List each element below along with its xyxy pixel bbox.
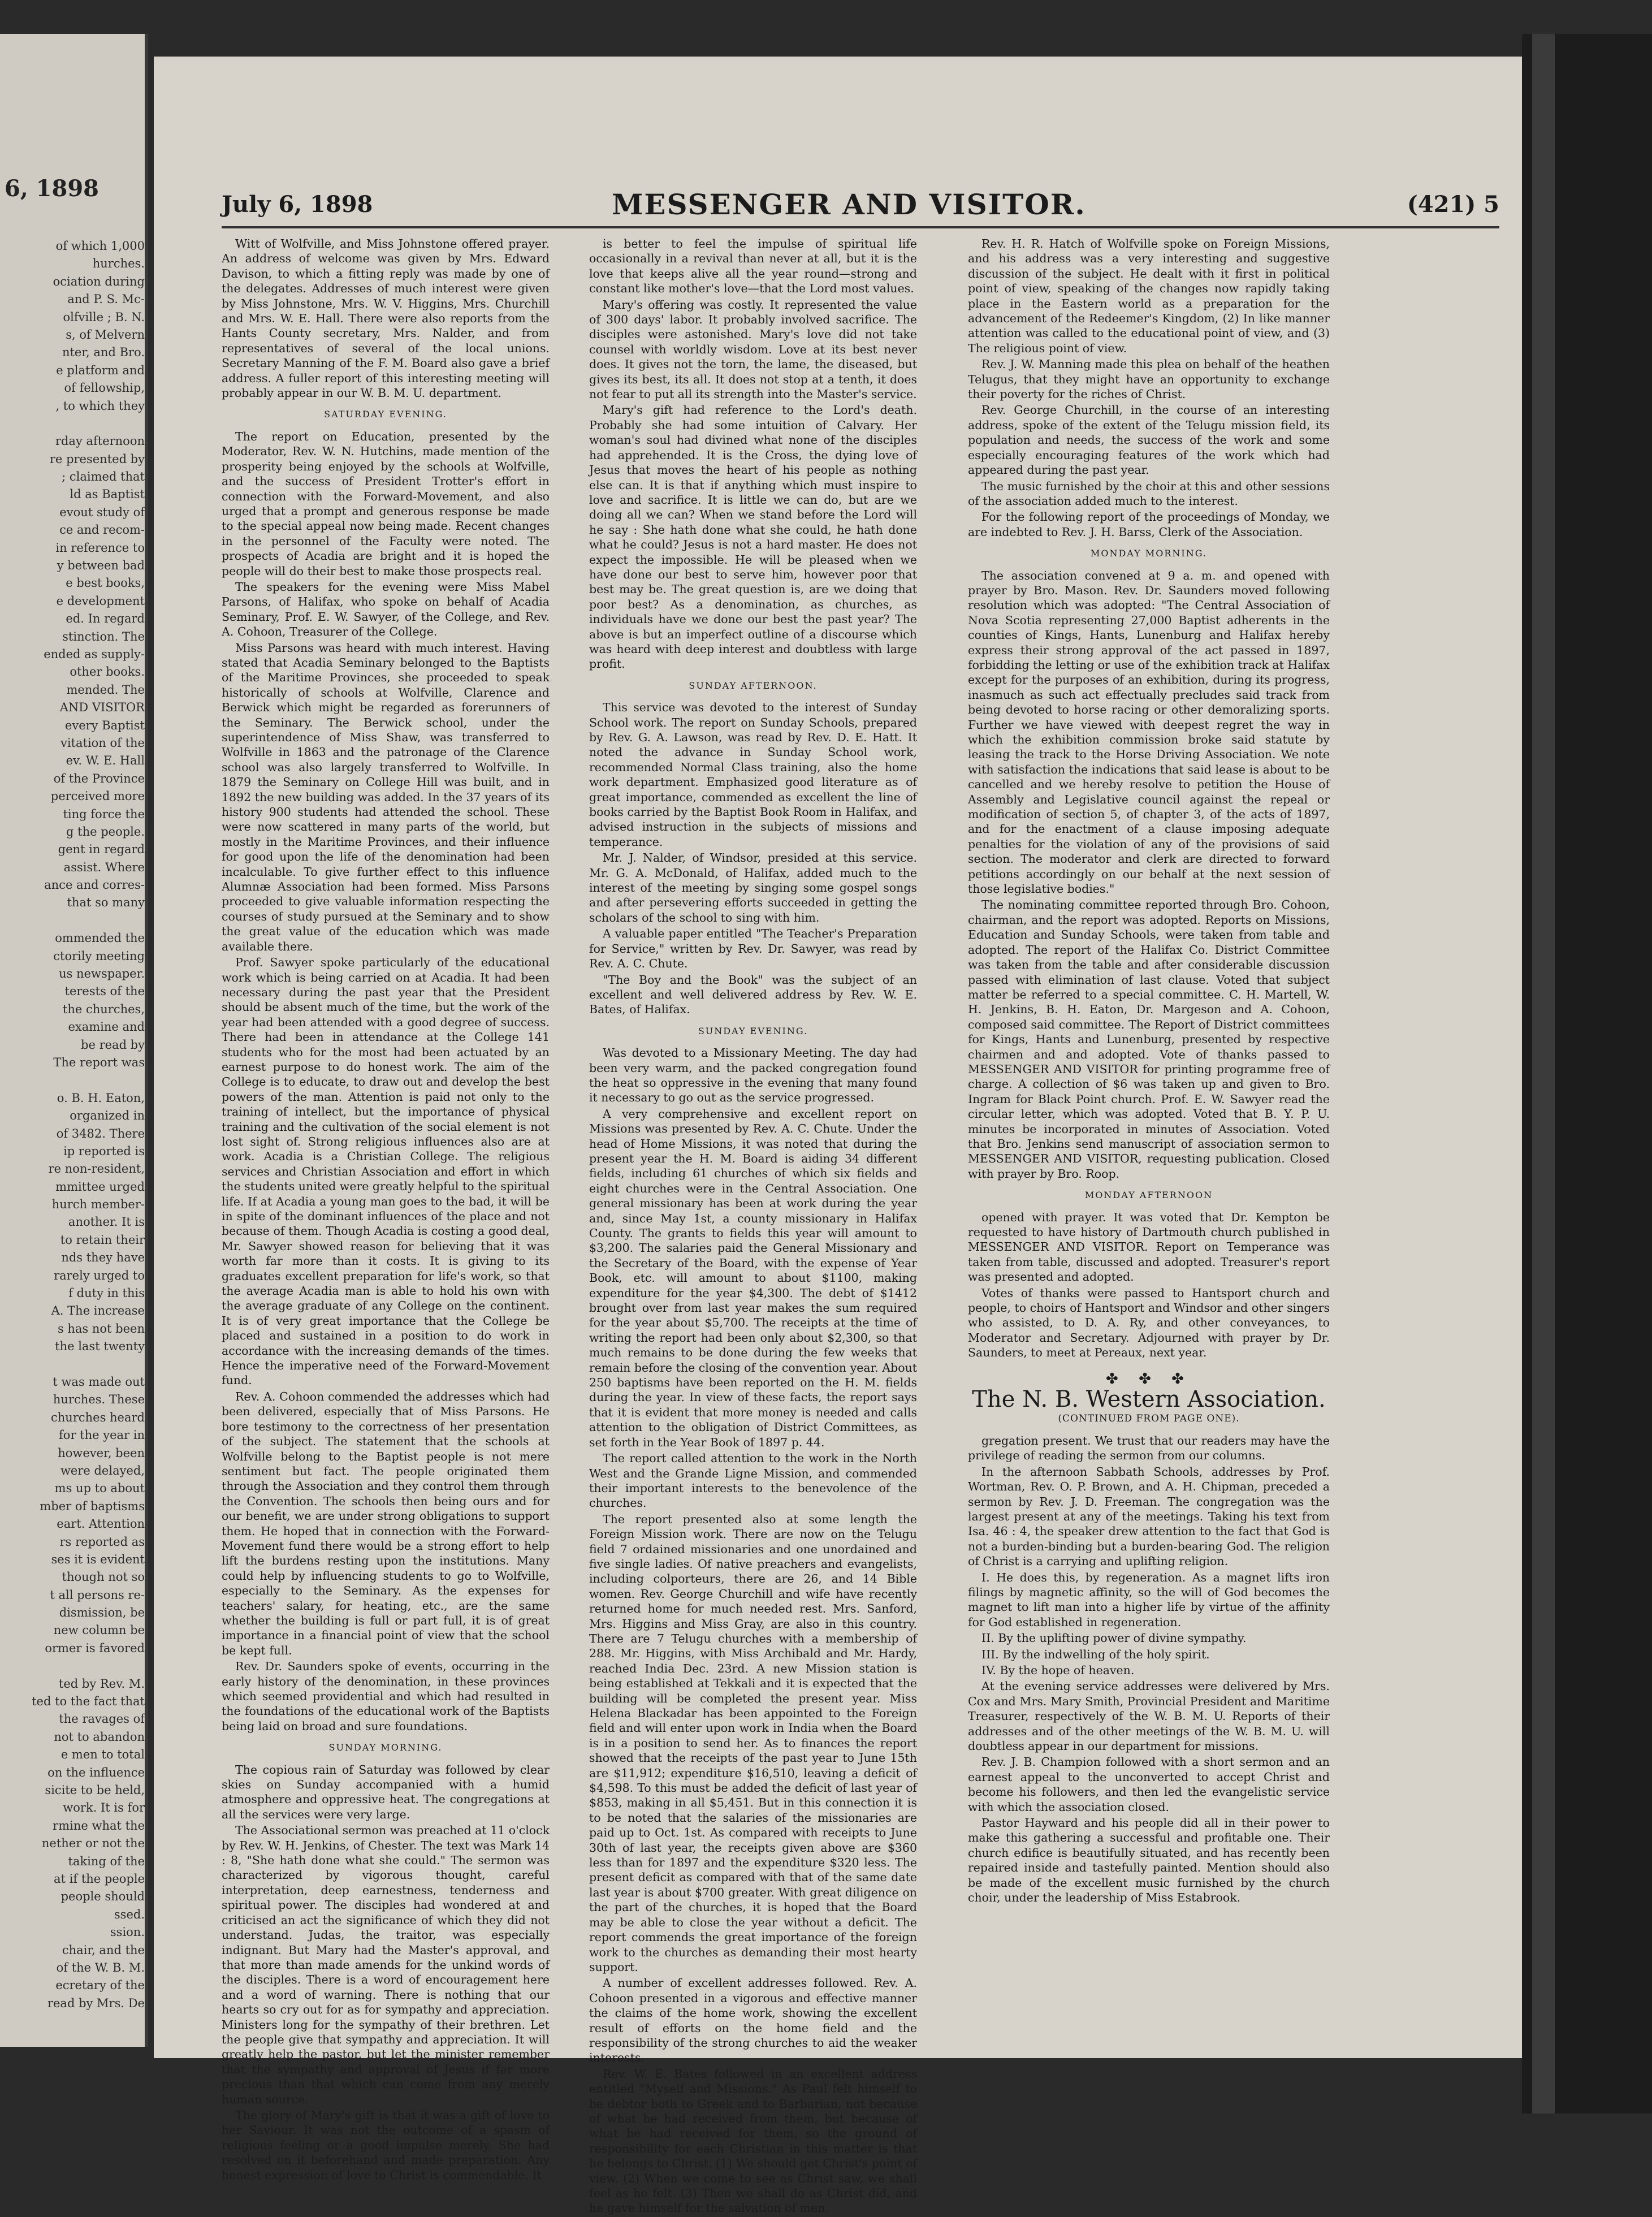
paragraph: Rev. W. E. Bates followed in an excellent address entitled "Myself and Missions." As Paul felt himself to be debtor both to Greek and to Barbarian, not because of what he had received from them, but because of what he had received for them, so the ground of responsibility for each Christian in this matter is that he belongs to Christ. (1) We should get Christ's point of view. (2) When we come to see as Christ saw, we shall feel as he felt. (3) Then we shall do as Christ did, and he gave himself for the salvation of men. <box>589 2067 917 2215</box>
adjacent-page-line: of which 1,000 <box>55 239 145 253</box>
adjacent-page-line: ms up to about <box>54 1481 145 1496</box>
ornament-divider: ✤ ✤ ✤ <box>1106 1370 1192 1388</box>
paragraph: The copious rain of Saturday was followed by clear skies on Sunday accompanied with a humid atmosphere and oppressive heat. The congregations at all the services were very large. <box>222 1762 550 1821</box>
adjacent-page-line: ecretary of the <box>55 1978 145 1993</box>
adjacent-page-line: t was made out <box>53 1375 145 1389</box>
paragraph: For the following report of the proceedings of Monday, we are indebted to Rev. J. H. Barss, Clerk of the Association. <box>968 510 1330 539</box>
adjacent-page-line: nether or not the <box>41 1836 145 1851</box>
page-header <box>222 188 1499 236</box>
paragraph: Miss Parsons was heard with much interest. Having stated that Acadia Seminary belonged to the Baptists of the Maritime Provinces, she proceeded to speak historically of schools at Wolfville, Clarence and Berwick which might be regarded as forerunners of the Seminary. The Berwick school, under the superintendence of Miss Shaw, was transferred to Wolfville in 1863 and the patronage of the Clarence school was also largely transferred to Wolfville. In 1879 the Seminary on College Hill was built, and in 1892 the new building was added. In the 37 years of its history 900 students had attended the school. These were now scattered in many parts of the world, but mostly in the Maritime Provinces, and their influence for good upon the life of the denomination had been incalculable. To give further effect to this influence Alumnæ Association had been formed. Miss Parsons proceeded to give valuable information respecting the courses of study pursued at the Seminary and to show the great value of the education which was made available there. <box>222 641 550 953</box>
adjacent-page-line: rday afternoon <box>55 434 145 448</box>
paragraph: Rev. George Churchill, in the course of an interesting address, spoke of the extent of the Telugu mission field, its population and needs, the success of the work and some especially encouraging features of the work which had appeared during the past year. <box>968 403 1330 477</box>
adjacent-page-line: ociation during <box>53 274 145 288</box>
adjacent-page-line: rarely urged to <box>54 1268 145 1282</box>
adjacent-page-line: organized in <box>70 1109 145 1123</box>
paragraph: II. By the uplifting power of divine sympathy. <box>981 1631 1247 1645</box>
adjacent-page-line: nds they have <box>61 1251 145 1265</box>
adjacent-page-line: nter, and Bro. <box>62 345 145 360</box>
adjacent-page-line: be read by <box>81 1038 145 1052</box>
paragraph: The speakers for the evening were Miss Mabel Parsons, of Halifax, who spoke on behalf of Acadia Seminary, Prof. E. W. Sawyer, of the College, and Rev. A. Cohoon, Treasurer of the College. <box>222 580 550 639</box>
paragraph: gregation present. We trust that our readers may have the privilege of reading the sermon from our columns. <box>968 1433 1330 1463</box>
adjacent-page-line: y between bad <box>57 559 145 573</box>
adjacent-page-line: e men to total <box>60 1748 145 1762</box>
adjacent-page-line: e development <box>56 594 145 608</box>
adjacent-page-line: ctorily meeting <box>53 949 145 963</box>
paragraph: Rev. A. Cohoon commended the addresses which had been delivered, especially that of Miss Parsons. He bore testimony to the correctness of her presentation of the subject. The statement that the schools at Wolfville belong to the Baptist people is not mere sentiment but fact. The people originated them through the Association and they control them through the Convention. The schools then being ours and for our benefit, we are under strong obligations to support them. He hoped that in connection with the Forward-Movement fund there would be a strong effort to help lift the burdens resting upon the institutions. Many could help by influencing students to go to Wolfville, especially to the Seminary. As the expenses for teachers' salary, for heating, etc., are the same whether the building is full or part full, it is of great importance in a financial point of view that the school be kept full. <box>222 1389 550 1657</box>
adjacent-page-line: rs reported as <box>59 1535 145 1549</box>
adjacent-page-line: on the influence <box>47 1765 145 1779</box>
paragraph: Was devoted to a Missionary Meeting. The day had been very warm, and the packed congregation found the heat so oppressive in the evening that many found it necessary to go out as the service progressed. <box>589 1046 917 1105</box>
adjacent-page-line: s has not been <box>57 1321 145 1336</box>
adjacent-page-line: work. It is for <box>63 1801 145 1815</box>
adjacent-page-line: ld as Baptist <box>70 487 145 502</box>
adjacent-page-line: read by Mrs. De <box>47 1996 145 2010</box>
adjacent-page-line: ip reported is <box>63 1144 145 1158</box>
adjacent-page-strip <box>0 34 148 2047</box>
paragraph: Mary's gift had reference to the Lord's death. Probably she had some intuition of Calvary. Her woman's soul had divined what none of the disciples had apprehended. It is the Cross, the dying love of Jesus that moves the heart of his people as nothing else can. It is that if anything which must inspire to love and sacrifice. It is little we can do, but are we doing all we can? When we stand before the Lord will he say : She hath done what she could, he hath done what he could? Jesus is not a hard master. He does not expect the impossible. He will be pleased when we have done our best to serve him, however poor that best may be. The great question is, are we doing that poor best? As a denomination, as churches, as individuals have we done our best the past year? The above is but an imperfect outline of a discourse which was heard with deep interest and doubtless with large profit. <box>589 403 917 671</box>
adjacent-page-line: mber of baptisms <box>40 1499 145 1513</box>
adjacent-page-line: were delayed, <box>60 1463 145 1477</box>
paragraph: Pastor Hayward and his people did all in their power to make this gathering a successful and profitable one. Their church edifice is beautifully situated, and has recently been repaired inside and tastefully painted. Mention should also be made of the excellent music furnished by the church choir, under the leadership of Miss Estabrook. <box>968 1816 1330 1905</box>
adjacent-page-line: hurches. <box>92 257 145 271</box>
adjacent-page-line: o. B. H. Eaton, <box>57 1091 145 1105</box>
adjacent-page-line: ended as supply- <box>44 647 145 661</box>
paragraph: The glory of Mary's gift is that it was a gift of love to her Saviour. It was not the outcome of a spasm of religious feeling or a good impulse merely. She had resolved on it beforehand and made preparation. Any honest expression of love to Christ is commendable. It <box>222 2108 550 2182</box>
paragraph: opened with prayer. It was voted that Dr. Kempton be requested to have history of Dartmouth church published in MESSENGER AND VISITOR. Report on Temperance was taken from table, discussed and adopted. Treasurer's report was presented and adopted. <box>968 1210 1330 1284</box>
paragraph: Votes of thanks were passed to Hantsport church and people, to choirs of Hantsport and Windsor and other singers who assisted, to D. A. Ry, and other conveyances, to Moderator and Secretary. Adjourned with prayer by Dr. Saunders, to meet at Pereaux, next year. <box>968 1286 1330 1360</box>
adjacent-page-line: hurches. These <box>53 1393 145 1407</box>
section-heading: SATURDAY EVENING. <box>324 409 447 420</box>
adjacent-page-line <box>3 415 145 433</box>
adjacent-page-line: however, been <box>58 1446 145 1460</box>
adjacent-page-text <box>3 237 145 2012</box>
adjacent-page-line: ted to the fact that <box>32 1695 145 1709</box>
adjacent-page-line: The report was <box>53 1055 145 1069</box>
adjacent-page-line: in reference to <box>55 541 145 555</box>
adjacent-page-line: mended. The <box>66 682 145 697</box>
adjacent-page-line: sicite to be held, <box>45 1783 145 1797</box>
adjacent-page-line: g the people. <box>66 824 145 839</box>
adjacent-page-line: the churches, <box>62 1002 145 1016</box>
paragraph: Rev. Dr. Saunders spoke of events, occurring in the early history of the denomination, in these provinces which seemed providential and which had resulted in the foundations of the educational work of the Baptists being laid on broad and sure foundations. <box>222 1659 550 1733</box>
column-3 <box>968 236 1330 1906</box>
paragraph: This service was devoted to the interest of Sunday School work. The report on Sunday Schools, prepared by Rev. G. A. Lawson, was read by Rev. D. E. Hatt. It noted the advance in Sunday School work, recommended Normal Class training, also the home work department. Emphasized good literature as of great importance, commended as excellent the line of books carried by the Baptist Book Room in Halifax, and advised instruction in the subjects of missions and temperance. <box>589 701 917 849</box>
adjacent-page-line: rmine what the <box>53 1818 145 1833</box>
adjacent-page-line: chair, and the <box>62 1943 145 1957</box>
column-2 <box>589 236 917 2217</box>
paragraph: The report called attention to the work in the North West and the Grande Ligne Mission, and commended their important interests to the benevolence of the churches. <box>589 1451 917 1510</box>
article-headline: The N. B. Western Association. <box>972 1386 1326 1413</box>
newspaper-page <box>154 57 1522 2215</box>
paragraph: Rev. J. B. Champion followed with a short sermon and an earnest appeal to the unconverted to accept Christ and become his followers, and then led the evangelistic service with which the association closed. <box>968 1755 1330 1814</box>
adjacent-page-line: dismission, be <box>59 1606 145 1620</box>
adjacent-page-line: re non-resident, <box>48 1162 145 1176</box>
adjacent-page-line: olfville ; B. N. <box>63 310 145 324</box>
masthead-title: MESSENGER AND VISITOR. <box>612 188 1086 221</box>
adjacent-page-line: re presented by <box>49 452 145 466</box>
adjacent-page-line: ting force the <box>63 807 145 821</box>
adjacent-page-line: of 3482. There <box>56 1126 145 1140</box>
adjacent-page-line <box>3 1356 145 1373</box>
adjacent-page-line: of the Province <box>53 771 145 785</box>
adjacent-page-line: ce and recom- <box>59 523 145 537</box>
adjacent-page-header: 6, 1898 <box>5 175 100 202</box>
paragraph: The report on Education, presented by the Moderator, Rev. W. N. Hutchins, made mention of the prosperity being enjoyed by the schools at Wolfville, and the success of President Trotter's effort in connection with the Forward-Movement, and also urged that a prompt and generous response be made to the special appeal now being made. Recent changes in the personnel of the Faculty were noted. The prospects of Acadia are bright and it is hoped the people will do their best to make those prospects real. <box>222 429 550 578</box>
adjacent-page-line: eart. Attention <box>57 1517 145 1531</box>
adjacent-page-line: vitation of the <box>60 736 145 750</box>
paragraph: IV. By the hope of heaven. <box>981 1663 1135 1677</box>
paragraph: The Associational sermon was preached at 11 o'clock by Rev. W. H. Jenkins, of Chester. The text was Mark 14 : 8, "She hath done what she could." The sermon was characterized by vigorous thought, careful interpretation, deep earnestness, tenderness and spiritual power. The disciples had wondered at and criticised an act the significance of which they did not understand. Judas, the traitor, was especially indignant. But Mary had the Master's approval, and that more than made amends for the unkind words of the disciples. There is a word of encouragement here and a word of warning. There is nothing that our hearts so cry out for as for sympathy and appreciation. Ministers long for the sympathy of their brethren. Let the people give that sympathy and appreciation. It will greatly help the pastor, but let the minister remember that the sympathy and approval of Jesus if far more precious than that which can come from any merely human source. <box>222 1823 550 2106</box>
adjacent-page-line: ed. In regard <box>66 612 145 626</box>
adjacent-page-line: ; claimed that <box>62 470 145 484</box>
adjacent-page-line: though not so <box>62 1570 145 1584</box>
adjacent-page-line: not to abandon <box>54 1730 145 1744</box>
paragraph: III. By the indwelling of the holy spirit. <box>981 1647 1210 1661</box>
paragraph: A very comprehensive and excellent report on Missions was presented by Rev. A. C. Chute. Under the head of Home Missions, it was noted that during the present year the H. M. Board is aiding 34 different fields, including 61 churches of which six fields and eight churches were in the Central Association. One general missionary has been at work during the year and, since May 1st, a county missionary in Halifax County. The grants to fields this year will amount to $3,200. The salaries paid the General Missionary and the Secretary of the Board, with the expense of Year Book, etc. will amount to about $1100, making expenditure for the year $4,300. The debt of $1412 brought over from last year makes the sum required for the year about $5,700. The receipts at the time of writing the report had been only about $2,300, so that much remains to be done during the few weeks that remain before the closing of the convention year. About 250 baptisms have been reported on the H. M. fields during the year. In view of these facts, the report says that it is evident that more money is needed and calls attention to the obligation of District Committees, as set forth in the Year Book of 1897 p. 44. <box>589 1107 917 1449</box>
adjacent-page-line: and P. S. Mc- <box>67 292 145 306</box>
paragraph: The music furnished by the choir at this and other sessions of the association added much to the interest. <box>968 479 1330 508</box>
paragraph: I. He does this, by regeneration. As a magnet lifts iron filings by magnetic affinity, so the will of God becomes the magnet to lift man into a higher life by virtue of the affinity for God established in regeneration. <box>968 1570 1330 1629</box>
paragraph: The nominating committee reported through Bro. Cohoon, chairman, and the report was adopted. Reports on Missions, Education and Sunday Schools, were taken from table and adopted. The report of the Halifax Co. District Committee was taken from the table and after considerable discussion passed with elimination of last clause. Voted that subject matter be referred to a special committee. C. H. Martell, W. H. Jenkins, B. H. Eaton, Dr. Margeson and A. Cohoon, composed said committee. The Report of District committees for Kings, Hants and Lunenburg, presented by respective chairmen and and adopted. Vote of thanks passed to MESSENGER AND VISITOR for printing programme free of charge. A collection of $6 was taken up and given to Bro. Ingram for Black Point church. Prof. E. W. Sawyer read the circular letter, which was adopted. Voted that B. Y. P. U. minutes be incorporated in minutes of Association. Voted that Bro. Jenkins send manuscript of association sermon to MESSENGER AND VISITOR, requesting publication. Closed with prayer by Bro. Roop. <box>968 898 1330 1181</box>
header-rule <box>222 226 1499 228</box>
adjacent-page-line: of the W. B. M. <box>56 1960 145 1974</box>
adjacent-page-line <box>3 912 145 930</box>
adjacent-page-line: , to which they <box>55 399 145 413</box>
section-heading: SUNDAY EVENING. <box>698 1025 808 1036</box>
adjacent-page-line: the last twenty <box>55 1339 145 1354</box>
paragraph: A number of excellent addresses followed. Rev. A. Cohoon presented in a vigorous and effective manner the claims of the home work, showing the excellent result of efforts on the home field and the responsibility of the strong churches to aid the weaker interests. <box>589 1976 917 2065</box>
page-number: (421) 5 <box>1407 191 1499 218</box>
adjacent-page-line: ted by Rev. M. <box>58 1676 145 1691</box>
adjacent-page-line: that so many <box>67 896 145 910</box>
section-heading: MONDAY AFTERNOON <box>1084 1190 1213 1201</box>
section-heading: MONDAY MORNING. <box>1090 548 1208 559</box>
paragraph: At the evening service addresses were delivered by Mrs. Cox and Mrs. Mary Smith, Provincial President and Maritime Treasurer, respectively of the W. B. M. U. Reports of their addresses and of the other meetings of the W. B. M. U. will doubtless appear in our department for missions. <box>968 1679 1330 1753</box>
adjacent-page-line: s, of Melvern <box>66 327 145 342</box>
paragraph: is better to feel the impulse of spiritual life occasionally in a revival than never at all, but it is the love that keeps alive all the year round—strong and constant like mother's love—that the Lord most values. <box>589 237 917 296</box>
adjacent-page-line: mmittee urged <box>55 1179 145 1194</box>
issue-date: July 6, 1898 <box>222 191 373 218</box>
adjacent-page-line: ssed. <box>114 1907 145 1921</box>
paragraph: The association convened at 9 a. m. and opened with prayer by Bro. Mason. Rev. Dr. Saunders moved following resolution which was adopted: "The Central Association of Nova Scotia representing 27,000 Baptist adherents in the counties of Kings, Hants, Lunenburg and Halifax hereby express their strong approval of the act passed in 1897, forbidding the letting or use of the exhibition track at Halifax except for the purposes of an exhibition, during its progress, inasmuch as such act effectually precludes said track from being devoted to horse racing or other demoralizing sports. Further we have viewed with deepest regret the way in which the exhibition commission broke said statute by leasing the track to the Horse Driving Association. We note with satisfaction the indications that said lease is about to be cancelled and we hereby resolve to petition the House of Assembly and Legislative council against the repeal or modification of section 5, of chapter 3, of the acts of 1897, and for the enactment of a clause imposing adequate penalties for the violation of any of the provisions of said section. The moderator and clerk are directed to forward petitions accordingly on our behalf at the next session of those legislative bodies." <box>968 568 1330 896</box>
adjacent-page-line: ormer is favored <box>45 1641 145 1655</box>
adjacent-page-line: AND VISITOR <box>59 701 145 715</box>
adjacent-page-line <box>3 1071 145 1089</box>
paragraph: The report presented also at some length the Foreign Mission work. There are now on the Telugu field 7 ordained missionaries and one unordained and five single ladies. Of native preachers and evangelists, including colporteurs, there are 26, and 14 Bible women. Rev. George Churchill and wife have recently returned home for much needed rest. Mrs. Sanford, Mrs. Higgins and Miss Gray, are also in this country. There are 7 Telugu churches with a membership of 288. Mr. Higgins, with Miss Archibald and Mr. Hardy, reached India Dec. 23rd. A new Mission station is being established at Tekkali and it is expected that the building will be completed the present year. Miss Helena Blackadar has been appointed to the Foreign field and will enter upon work in India when the Board is in a position to send her. As to finances the report showed that the receipts of the past year to June 15th are $11,912; expenditure $16,510, leaving a deficit of $4,598. To this must be added the deficit of last year of $853, making in all $5,451. But in this connection it is to be noted that the salaries of the missionaries are paid up to Oct. 1st. As compared with receipts to June 30th of last year, the receipts given above are $360 less than for 1897 and the expenditure $320 less. The present deficit as compared with that of the same date last year is about $700 greater. With great diligence on the part of the churches, it is hoped that the Board may be able to close the year without a deficit. The report commends the great importance of the foreign work to the churches as demanding their most hearty support. <box>589 1512 917 1974</box>
adjacent-page-line: gent in regard <box>58 842 145 857</box>
binding-edge <box>1522 34 1652 2114</box>
paragraph: Mary's offering was costly. It represented the value of 300 days' labor. It probably involved sacrifice. The disciples were astonished. Mary's love did not take counsel with worldly wisdom. Love at its best never does. It gives not the torn, the lame, the diseased, but gives its best, its all. It does not stop at a tenth, it does not fear to put all its strength into the Master's service. <box>589 297 917 401</box>
adjacent-page-line: ses it is evident <box>51 1552 145 1566</box>
adjacent-page-line: f duty in this <box>68 1286 145 1300</box>
adjacent-page-line: ssion. <box>110 1925 145 1939</box>
adjacent-page-line: at if the people <box>54 1872 145 1886</box>
adjacent-page-line: hurch member- <box>51 1198 145 1212</box>
adjacent-page-line: perceived more <box>50 789 145 803</box>
adjacent-page-line: people should <box>60 1890 145 1904</box>
paragraph: A valuable paper entitled "The Teacher's Preparation for Service," written by Rev. Dr. Sawyer, was read by Rev. A. C. Chute. <box>589 927 917 971</box>
adjacent-page-line: e best books, <box>66 576 145 590</box>
paragraph: Rev. H. R. Hatch of Wolfville spoke on Foreign Missions, and his address was a very interesting and suggestive discussion of the subject. He dealt with it first in political point of view, speaking of the changes now rapidly taking place in the Eastern world as a preparation for the advancement of the Redeemer's Kingdom, (2) In like manner attention was called to the educational point of view, and (3) The religious point of view. <box>968 237 1330 355</box>
adjacent-page-line: terests of the <box>64 984 145 999</box>
adjacent-page-line: for the year in <box>59 1428 145 1442</box>
continued-note: (CONTINUED FROM PAGE ONE). <box>1058 1413 1240 1425</box>
adjacent-page-line: ommended the <box>55 931 145 945</box>
paragraph: "The Boy and the Book" was the subject of an excellent and well delivered address by Rev. W. E. Bates, of Halifax. <box>589 973 917 1017</box>
paragraph: Prof. Sawyer spoke particularly of the educational work which is being carried on at Acadia. It had been necessary during the past year that the President should be absent much of the time, but the work of the year had been attended with a good degree of success. There had been in attendance at the College 141 students who for the most had been actuated by an earnest purpose to do honest work. The aim of the College is to educate, to draw out and develop the best powers of the man. Attention is paid not only to the training of intellect, but the importance of physical training and the cultivation of the social element is not lost sight of. Strong religious influences also are at work. Acadia is a Christian College. The religious services and Christian Association and effort in which the students united were greatly helpful to the spiritual life. If at Acadia a young man goes to the bad, it will be in spite of the dominant influences of the place and not because of them. Though Acadia is costing a good deal, Mr. Sawyer showed reason for believing that it was worth far more than it costs. It is giving to its graduates excellent preparation for life's work, so that the average Acadia man is able to hold his own with the average graduate of any College on the continent. It is of very great importance that the College be placed and sustained in a position to do work in accordance with the increasing demands of the times. Hence the imperative need of the Forward-Movement fund. <box>222 956 550 1388</box>
adjacent-page-line: t all persons re- <box>50 1588 145 1602</box>
adjacent-page-line: other books. <box>70 665 145 679</box>
adjacent-page-line: evout study of <box>59 505 145 519</box>
adjacent-page-line: the ravages of <box>59 1712 145 1726</box>
adjacent-page-line: every Baptist <box>64 718 145 732</box>
adjacent-page-line: us newspaper. <box>59 967 145 981</box>
adjacent-page-line: churches heard <box>51 1410 145 1424</box>
paragraph: In the afternoon Sabbath Schools, addresses by Prof. Wortman, Rev. O. P. Brown, and A. H. Chipman, preceded a sermon by Rev. J. D. Freeman. The congregation was the largest present at any of the meetings. Taking his text from Isa. 46 : 4, the speaker drew attention to the fact that God is not a burden-binding but a burden-bearing God. The religion of Christ is a carrying and uplifting religion. <box>968 1464 1330 1568</box>
adjacent-page-line <box>3 1657 145 1675</box>
adjacent-page-line: A. The increase <box>51 1304 145 1318</box>
adjacent-page-line: e platform and <box>56 363 145 377</box>
section-heading: SUNDAY MORNING. <box>328 1742 443 1753</box>
adjacent-page-line: ev. W. E. Hall <box>66 754 145 768</box>
paragraph: Mr. J. Nalder, of Windsor, presided at this service. Mr. G. A. McDonald, of Halifax, added much to the interest of the meeting by singing some gospel songs and after persevering efforts succeeded in getting the scholars of the school to sing with him. <box>589 851 917 924</box>
adjacent-page-line: ance and corres- <box>44 878 145 892</box>
adjacent-page-line: new column be <box>53 1623 145 1637</box>
paragraph: Witt of Wolfville, and Miss Johnstone offered prayer. An address of welcome was given by Mrs. Edward Davison, to which a fitting reply was made by one of the delegates. Addresses of much interest were given by Miss Johnstone, Mrs. W. V. Higgins, Mrs. Churchill and Mrs. W. E. Hall. There were also reports from the Hants County secretary, Mrs. Nalder, and from representatives of several of the local unions. Secretary Manning of the F. M. Board also gave a brief address. A fuller report of this interesting meeting will probably appear in our W. B. M. U. department. <box>222 237 550 400</box>
adjacent-page-line: another. It is <box>68 1215 145 1229</box>
section-heading: SUNDAY AFTERNOON. <box>689 680 818 691</box>
adjacent-page-line: assist. Where <box>63 860 145 874</box>
column-1 <box>222 236 550 2184</box>
adjacent-page-line: examine and <box>68 1020 145 1034</box>
adjacent-page-line: to retain their <box>60 1233 145 1247</box>
paragraph: Rev. J. W. Manning made this plea on behalf of the heathen Telugus, that they might have an opportunity to exchange their poverty for the riches of Christ. <box>968 357 1330 401</box>
adjacent-page-line: taking of the <box>68 1854 145 1868</box>
adjacent-page-line: of fellowship, <box>64 381 145 395</box>
adjacent-page-line: stinction. The <box>62 629 145 643</box>
